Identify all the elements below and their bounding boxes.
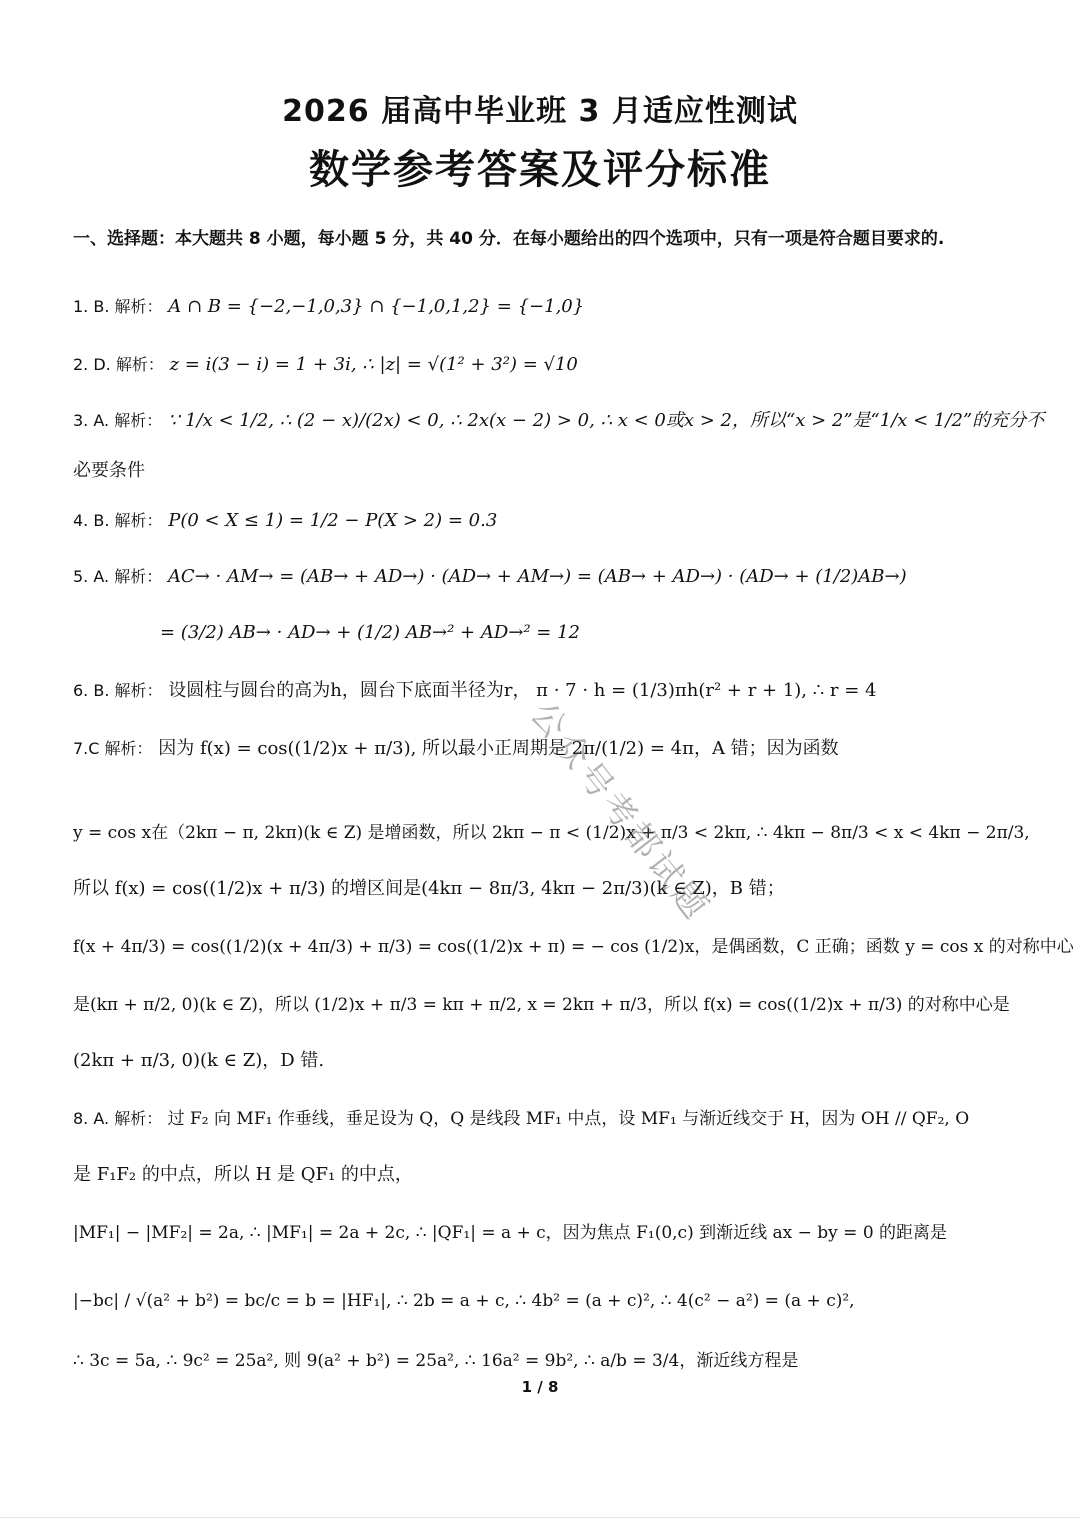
answer-1-label: 1. B. 解析： xyxy=(73,297,163,316)
answer-7-line-2: y = cos x在（2kπ − π, 2kπ)(k ∈ Z) 是增函数，所以 2kπ − π < (1/2)x + π/3 < 2kπ, ∴ 4kπ − 8π/3 < x < 4kπ − 2π/3, xyxy=(73,823,1030,843)
answer-5-label: 5. A. 解析： xyxy=(73,567,163,586)
answer-1-solution: A ∩ B = {−2,−1,0,3} ∩ {−1,0,1,2} = {−1,0} xyxy=(168,296,585,317)
answer-2-label: 2. D. 解析： xyxy=(73,355,164,374)
answer-3 xyxy=(73,408,1044,434)
answer-8-line-2: 是 F₁F₂ 的中点，所以 H 是 QF₁ 的中点， xyxy=(73,1164,413,1185)
answer-5 xyxy=(73,564,907,590)
answer-7-label: 7.C 解析： xyxy=(73,739,153,758)
answer-6-solution: 设圆柱与圆台的高为h，圆台下底面半径为r， π · 7 · h = (1/3)πh(r² + r + 1), ∴ r = 4 xyxy=(168,680,877,701)
answer-3-label: 3. A. 解析： xyxy=(73,411,163,430)
answer-7-line-4: f(x + 4π/3) = cos((1/2)(x + 4π/3) + π/3) = cos((1/2)x + π) = − cos (1/2)x，是偶函数，C 正确；函数 y = cos x 的对称中心 xyxy=(73,937,1074,957)
answer-4-label: 4. B. 解析： xyxy=(73,511,163,530)
section-heading-multiple-choice: 一、选择题：本大题共 8 小题，每小题 5 分，共 40 分．在每小题给出的四个选项中，只有一项是符合题目要求的. xyxy=(73,229,945,249)
answer-4 xyxy=(73,508,497,534)
answer-8-label: 8. A. 解析： xyxy=(73,1109,163,1128)
answer-1 xyxy=(73,294,584,320)
answer-8 xyxy=(73,1106,969,1132)
answer-8-line-3: |MF₁| − |MF₂| = 2a, ∴ |MF₁| = 2a + 2c, ∴ |QF₁| = a + c，因为焦点 F₁(0,c) 到渐近线 ax − by = 0 的距离是 xyxy=(73,1223,948,1243)
answer-4-solution: P(0 < X ≤ 1) = 1/2 − P(X > 2) = 0.3 xyxy=(168,510,498,531)
watermark: 公众号考都试题 xyxy=(522,694,718,930)
answer-7-line-5: 是(kπ + π/2, 0)(k ∈ Z)，所以 (1/2)x + π/3 = kπ + π/2, x = 2kπ + π/3，所以 f(x) = cos((1/2)x + π/3) 的对称中心是 xyxy=(73,995,1010,1015)
answer-3-solution: ∵ 1/x < 1/2, ∴ (2 − x)/(2x) < 0, ∴ 2x(x − 2) > 0, ∴ x < 0或x > 2，所以“x > 2”是“1/x < 1/2”的充分不 xyxy=(167,410,1045,431)
answer-6-label: 6. B. 解析： xyxy=(73,681,163,700)
answer-8-line-4: |−bc| / √(a² + b²) = bc/c = b = |HF₁|, ∴ 2b = a + c, ∴ 4b² = (a + c)², ∴ 4(c² − a²) = (a + c)², xyxy=(73,1291,855,1311)
page-divider xyxy=(0,1517,1080,1518)
answer-8-line-5: ∴ 3c = 5a, ∴ 9c² = 25a², 则 9(a² + b²) = 25a², ∴ 16a² = 9b², ∴ a/b = 3/4，渐近线方程是 xyxy=(73,1351,799,1371)
page-number: 1 / 8 xyxy=(521,1378,559,1396)
answer-5-continuation: = (3/2) AB→ · AD→ + (1/2) AB→² + AD→² = 12 xyxy=(160,622,580,643)
answer-7-line-3: 所以 f(x) = cos((1/2)x + π/3) 的增区间是(4kπ − 8π/3, 4kπ − 2π/3)(k ∈ Z)，B 错； xyxy=(73,878,785,899)
answer-2 xyxy=(73,352,578,378)
answer-7 xyxy=(73,736,839,762)
exam-title: 2026 届高中毕业班 3 月适应性测试 xyxy=(282,94,798,129)
answer-7-line-6: (2kπ + π/3, 0)(k ∈ Z)，D 错. xyxy=(73,1050,325,1071)
answer-3-continuation: 必要条件 xyxy=(73,460,145,481)
document-title: 数学参考答案及评分标准 xyxy=(309,147,771,193)
answer-7-line-1: 因为 f(x) = cos((1/2)x + π/3), 所以最小正周期是 2π/(1/2) = 4π，A 错；因为函数 xyxy=(158,738,839,759)
answer-6 xyxy=(73,678,877,704)
answer-5-solution: AC→ · AM→ = (AB→ + AD→) · (AD→ + AM→) = (AB→ + AD→) · (AD→ + (1/2)AB→) xyxy=(167,566,907,587)
answer-8-line-1: 过 F₂ 向 MF₁ 作垂线，垂足设为 Q，Q 是线段 MF₁ 中点，设 MF₁ 与渐近线交于 H，因为 OH // QF₂, O xyxy=(167,1109,970,1129)
answer-2-solution: z = i(3 − i) = 1 + 3i, ∴ |z| = √(1² + 3²) = √10 xyxy=(169,354,578,375)
